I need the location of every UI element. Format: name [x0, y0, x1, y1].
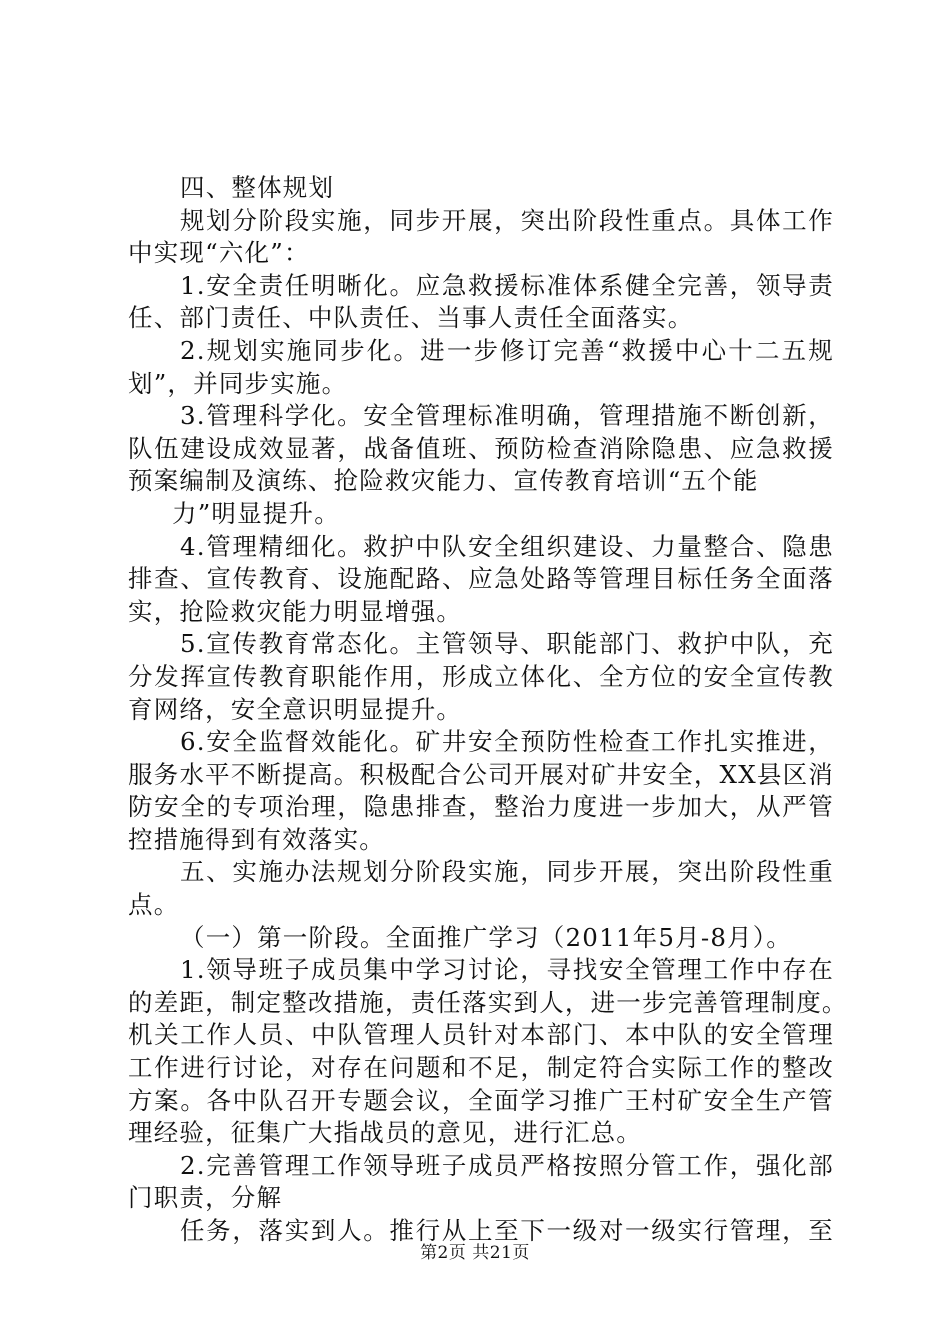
- text-line: 1.安全责任明晰化。应急救援标准体系健全完善，领导责: [180, 270, 834, 300]
- text-line: 5.宣传教育常态化。主管领导、职能部门、救护中队，充: [180, 629, 834, 659]
- text-line: 3.管理科学化。安全管理标准明确，管理措施不断创新，: [180, 401, 834, 431]
- text-line: 4.管理精细化。救护中队安全组织建设、力量整合、隐患: [180, 531, 834, 561]
- text-line: 规划分阶段实施，同步开展，突出阶段性重点。具体工作: [180, 205, 834, 235]
- text-line: 服务水平不断提高。积极配合公司开展对矿井安全，XX县区消: [128, 759, 834, 789]
- text-line: 6.安全监督效能化。矿井安全预防性检查工作扎实推进，: [180, 727, 834, 757]
- page-number-footer: 第2页 共21页: [420, 1243, 530, 1263]
- document-body: [128, 172, 848, 1248]
- text-line: 点。: [128, 890, 180, 920]
- text-line: 防安全的专项治理，隐患排查，整治力度进一步加大，从严管: [128, 792, 834, 822]
- text-line: 门职责，分解: [128, 1183, 283, 1213]
- text-line: 力”明显提升。: [172, 498, 340, 528]
- text-line: 育网络，安全意识明显提升。: [128, 694, 463, 724]
- text-line: 1.领导班子成员集中学习讨论，寻找安全管理工作中存在: [180, 955, 834, 985]
- text-line: 四、整体规划: [180, 173, 335, 202]
- text-line: 工作进行讨论，对存在问题和不足，制定符合实际工作的整改: [128, 1053, 834, 1083]
- text-line: 排查、宣传教育、设施配路、应急处路等管理目标任务全面落: [128, 564, 834, 594]
- text-line: 划”，并同步实施。: [128, 368, 348, 398]
- text-line: （一）第一阶段。全面推广学习（2011年5月-8月）。: [180, 922, 792, 952]
- text-line: 控措施得到有效落实。: [128, 824, 385, 854]
- text-line: 理经验，征集广大指战员的意见，进行汇总。: [128, 1118, 642, 1148]
- text-line: 实，抢险救灾能力明显增强。: [128, 596, 463, 626]
- text-line: 预案编制及演练、抢险救灾能力、宣传教育培训“五个能: [128, 466, 759, 496]
- text-line: 机关工作人员、中队管理人员针对本部门、本中队的安全管理: [128, 1020, 834, 1050]
- text-line: 五、实施办法规划分阶段实施，同步开展，突出阶段性重: [180, 857, 834, 887]
- text-line: 任、部门责任、中队责任、当事人责任全面落实。: [128, 303, 694, 333]
- text-line: 2.完善管理工作领导班子成员严格按照分管工作，强化部: [180, 1150, 834, 1180]
- text-line: 2.规划实施同步化。进一步修订完善“救援中心十二五规: [180, 335, 834, 365]
- text-line: 方案。各中队召开专题会议，全面学习推广王村矿安全生产管: [128, 1085, 834, 1115]
- text-line: 分发挥宣传教育职能作用，形成立体化、全方位的安全宣传教: [128, 661, 834, 691]
- text-line: 队伍建设成效显著，战备值班、预防检查消除隐患、应急救援: [128, 433, 834, 463]
- text-line: 任务，落实到人。推行从上至下一级对一级实行管理，至: [180, 1216, 834, 1245]
- text-line: 中实现“六化”：: [128, 238, 310, 268]
- text-line: 的差距，制定整改措施，责任落实到人，进一步完善管理制度。: [128, 987, 848, 1017]
